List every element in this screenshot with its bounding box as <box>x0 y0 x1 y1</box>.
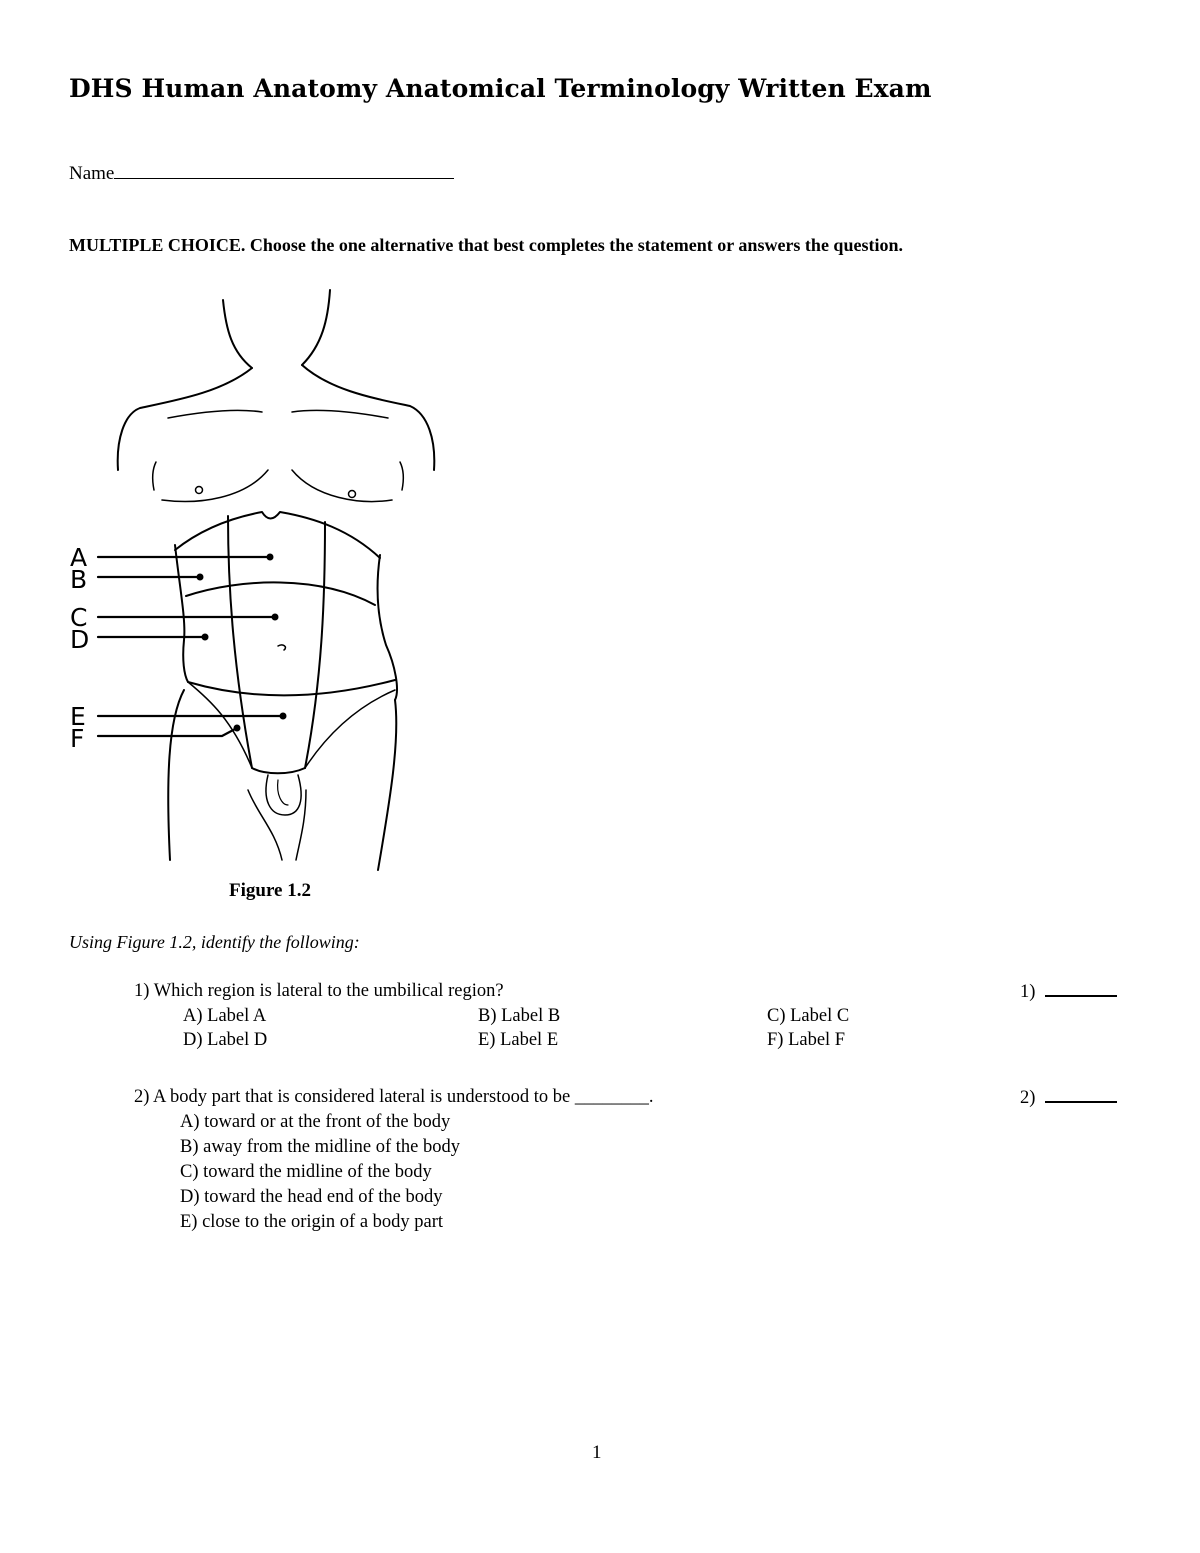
navel <box>278 645 285 650</box>
right-clavicle <box>292 410 388 418</box>
right-midclavicular-line <box>305 522 325 768</box>
left-pectoral <box>162 470 268 501</box>
figure-label-d: D <box>70 625 90 654</box>
left-shoulder-outline <box>118 368 252 470</box>
anatomy-figure <box>60 280 460 880</box>
transtubercular-line <box>188 680 395 695</box>
q1-option-e[interactable]: E) Label E <box>478 1030 559 1050</box>
left-nipple <box>196 487 203 494</box>
q1-option-d[interactable]: D) Label D <box>183 1030 268 1050</box>
costal-margin <box>175 512 380 558</box>
instructions: MULTIPLE CHOICE. Choose the one alternative that best completes the statement or answers the question. <box>69 235 903 255</box>
dot-f <box>234 725 241 732</box>
pubic-line <box>252 768 305 773</box>
right-shoulder-outline <box>302 365 434 470</box>
name-blank[interactable] <box>114 160 454 179</box>
page-number: 1 <box>592 1442 602 1463</box>
figure-label-b: B <box>70 565 88 594</box>
left-arm-inner <box>153 462 156 490</box>
figure-caption: Figure 1.2 <box>229 880 311 901</box>
q2-option-d[interactable]: D) toward the head end of the body <box>180 1187 443 1207</box>
q1-option-a[interactable]: A) Label A <box>183 1006 267 1026</box>
right-leg-outer <box>378 700 396 870</box>
q1-option-f[interactable]: F) Label F <box>767 1030 846 1050</box>
left-clavicle <box>168 410 262 418</box>
dot-b <box>197 574 204 581</box>
question-2-answer <box>1020 1087 1117 1109</box>
neck-left-outline <box>223 300 252 368</box>
right-torso-side <box>378 555 397 700</box>
dot-c <box>272 614 279 621</box>
q2-option-c[interactable]: C) toward the midline of the body <box>180 1162 432 1182</box>
left-inguinal-line <box>188 682 252 768</box>
dot-a <box>267 554 274 561</box>
answer-1-number: 1) <box>1020 982 1036 1002</box>
left-leg-inner <box>248 790 282 860</box>
q2-option-e[interactable]: E) close to the origin of a body part <box>180 1212 444 1232</box>
question-2-text: 2) A body part that is considered lateral is understood to be ________. <box>134 1087 654 1107</box>
question-1-text: 1) Which region is lateral to the umbilical region? <box>134 981 504 1001</box>
dot-e <box>280 713 287 720</box>
dot-d <box>202 634 209 641</box>
question-prompt: Using Figure 1.2, identify the following: <box>69 932 360 952</box>
name-field-row <box>69 160 454 185</box>
right-arm-inner <box>400 462 403 490</box>
answer-1-blank[interactable] <box>1045 981 1117 997</box>
figure-label-e: E <box>70 702 86 731</box>
neck-right-outline <box>302 290 330 365</box>
left-torso-side <box>175 545 188 682</box>
answer-2-number: 2) <box>1020 1088 1036 1108</box>
subcostal-line <box>186 582 375 605</box>
figure-label-a: A <box>70 543 88 572</box>
answer-2-blank[interactable] <box>1045 1087 1117 1103</box>
question-1-answer <box>1020 981 1117 1003</box>
name-label: Name <box>69 163 115 184</box>
right-pectoral <box>292 470 392 501</box>
q2-option-a[interactable]: A) toward or at the front of the body <box>180 1112 451 1132</box>
q1-option-c[interactable]: C) Label C <box>767 1006 850 1026</box>
right-inguinal-line <box>305 690 395 768</box>
genital-outline <box>266 775 301 815</box>
figure-label-f: F <box>70 724 85 753</box>
q1-option-b[interactable]: B) Label B <box>478 1006 561 1026</box>
leader-f <box>98 728 237 736</box>
figure-label-c: C <box>70 603 88 632</box>
genital-inner <box>278 780 288 805</box>
right-nipple <box>349 491 356 498</box>
q2-option-b[interactable]: B) away from the midline of the body <box>180 1137 461 1157</box>
exam-title: DHS Human Anatomy Anatomical Terminology Written Exam <box>69 74 932 103</box>
